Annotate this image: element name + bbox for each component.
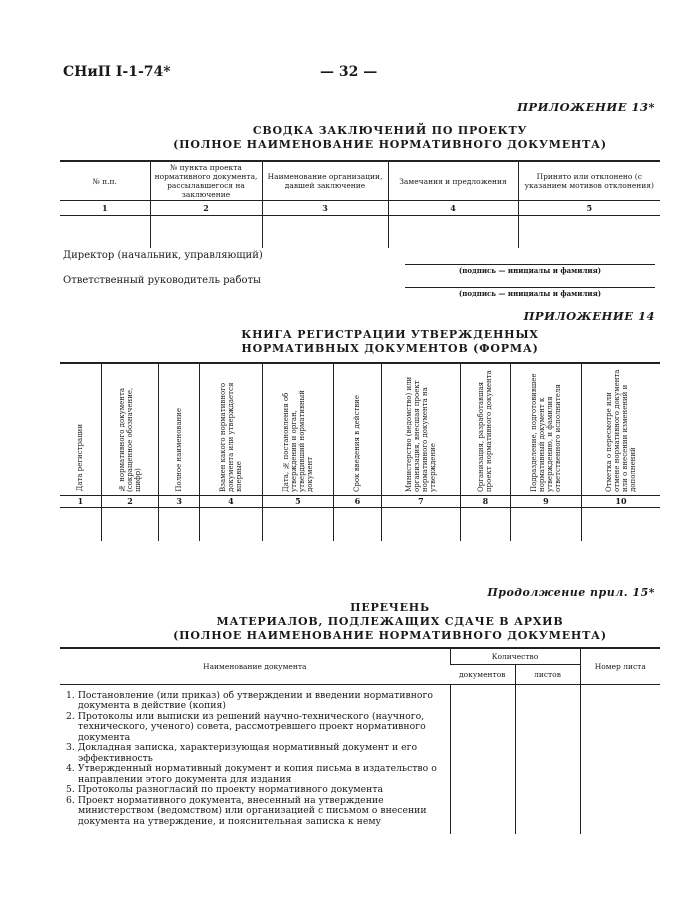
list-item: 2. Протоколы или выписки из решений научно-технического (научного, технического, ученого) совета, рассмотревшего проект нормативного документа [66,710,426,743]
column-header: Срок введения в действие [353,394,362,492]
cell [159,507,200,541]
column-number: 2 [101,495,159,507]
cell [515,684,580,834]
page-number: — 32 — [320,64,378,80]
cell [510,507,581,541]
director-label: Директор (начальник, управляющий) [63,250,263,261]
column-number: 4 [388,201,518,216]
column-header: № нормативного документа (сокращенное обозначение, шифр) [118,387,143,492]
title-line: НОРМАТИВНЫХ ДОКУМЕНТОВ (ФОРМА) [241,342,539,355]
column-number: 10 [582,495,661,507]
column-header: Подразделение, подготовившее нормативный документ к утверждению, и фамилия ответственного исполнителя [529,372,562,492]
list-item: 4. Утвержденный нормативный документ и копия письма в издательство о направлении этого документа для издания [66,763,437,785]
appendix-14-title [60,328,700,356]
list-item: 6. Проект нормативного документа, внесенный на утверждение министерством (ведомством) или организацией с письмом о внесении документа на утверждение, и пояснительная записка к нему [66,794,427,827]
title-line: (ПОЛНОЕ НАИМЕНОВАНИЕ НОРМАТИВНОГО ДОКУМЕНТА) [173,629,607,642]
title-line: (ПОЛНОЕ НАИМЕНОВАНИЕ НОРМАТИВНОГО ДОКУМЕНТА) [173,138,607,151]
cell [460,507,510,541]
column-header: Дата, № постановления об утверждении и орган, утвердивший нормативный документ [281,389,314,492]
appendix-13-label: ПРИЛОЖЕНИЕ 13* [517,100,655,114]
column-header: Наименование документа [60,648,450,684]
column-number: 6 [333,495,381,507]
column-header: Взамен какого нормативного документа или утверждается впервые [218,382,243,492]
column-header: Количество [450,648,580,664]
cell [580,684,660,834]
column-header: Замечания и предложения [388,161,518,201]
column-header: Министерство (ведомство) или организация, внесшая проект нормативного документа на утверждение [404,376,437,492]
archive-materials-table [60,647,660,834]
column-number: 8 [460,495,510,507]
signature-line: (подпись — инициалы и фамилия) [405,287,655,298]
title-line: СВОДКА ЗАКЛЮЧЕНИЙ ПО ПРОЕКТУ [252,124,528,137]
column-header: № пункта проекта нормативного документа, рассылавшегося на заключение [150,161,262,201]
column-number: 7 [381,495,460,507]
column-header: листов [515,664,580,684]
list-item: 5. Протоколы разногласий по проекту нормативного документа [66,784,384,795]
cell [262,507,333,541]
column-number: 5 [262,495,333,507]
title-line: КНИГА РЕГИСТРАЦИИ УТВЕРЖДЕННЫХ [241,328,539,341]
column-header: Наименование организации, давшей заключение [262,161,388,201]
cell [333,507,381,541]
cell [262,216,388,248]
column-number: 1 [60,495,101,507]
cell [518,216,660,248]
cell [199,507,262,541]
column-header: Отметка о пересмотре или отмене нормативного документа или о внесении изменений и дополнений [605,369,637,492]
signature-line: (подпись — инициалы и фамилия) [405,264,655,275]
title-line: МАТЕРИАЛОВ, ПОДЛЕЖАЩИХ СДАЧЕ В АРХИВ [216,615,564,628]
column-number: 3 [159,495,200,507]
column-number: 3 [262,201,388,216]
column-number: 4 [199,495,262,507]
list-item: 1. Постановление (или приказ) об утверждении и введении нормативного документа в действие (копия) [66,689,433,711]
conclusions-table [60,160,660,248]
cell [60,216,150,248]
supervisor-label: Ответственный руководитель работы [63,275,261,286]
registration-book-table [60,362,660,541]
column-header: Дата регистрации [76,424,85,492]
cell [450,684,515,834]
document-list [60,684,450,834]
list-item: 3. Докладная записка, характеризующая нормативный документ и его эффективность [66,742,418,764]
cell [582,507,661,541]
appendix-15-label: Продолжение прил. 15* [487,586,655,599]
cell [150,216,262,248]
cell [388,216,518,248]
column-number: 1 [60,201,150,216]
column-header: Полное наименование [175,407,184,492]
appendix-13-title [60,124,700,152]
column-number: 2 [150,201,262,216]
document-code: СНиП I-1-74* [63,64,171,80]
column-number: 9 [510,495,581,507]
cell [101,507,159,541]
column-number: 5 [518,201,660,216]
cell [381,507,460,541]
appendix-15-title [60,601,700,643]
cell [60,507,101,541]
title-line: ПЕРЕЧЕНЬ [350,601,430,614]
column-header: Организация, разработавшая проект нормативного документа [477,369,494,492]
column-header: Принято или отклонено (с указанием мотивов отклонения) [518,161,660,201]
appendix-14-label: ПРИЛОЖЕНИЕ 14 [523,309,655,323]
column-header: № п.п. [60,161,150,201]
column-header: документов [450,664,515,684]
column-header: Номер листа [580,648,660,684]
